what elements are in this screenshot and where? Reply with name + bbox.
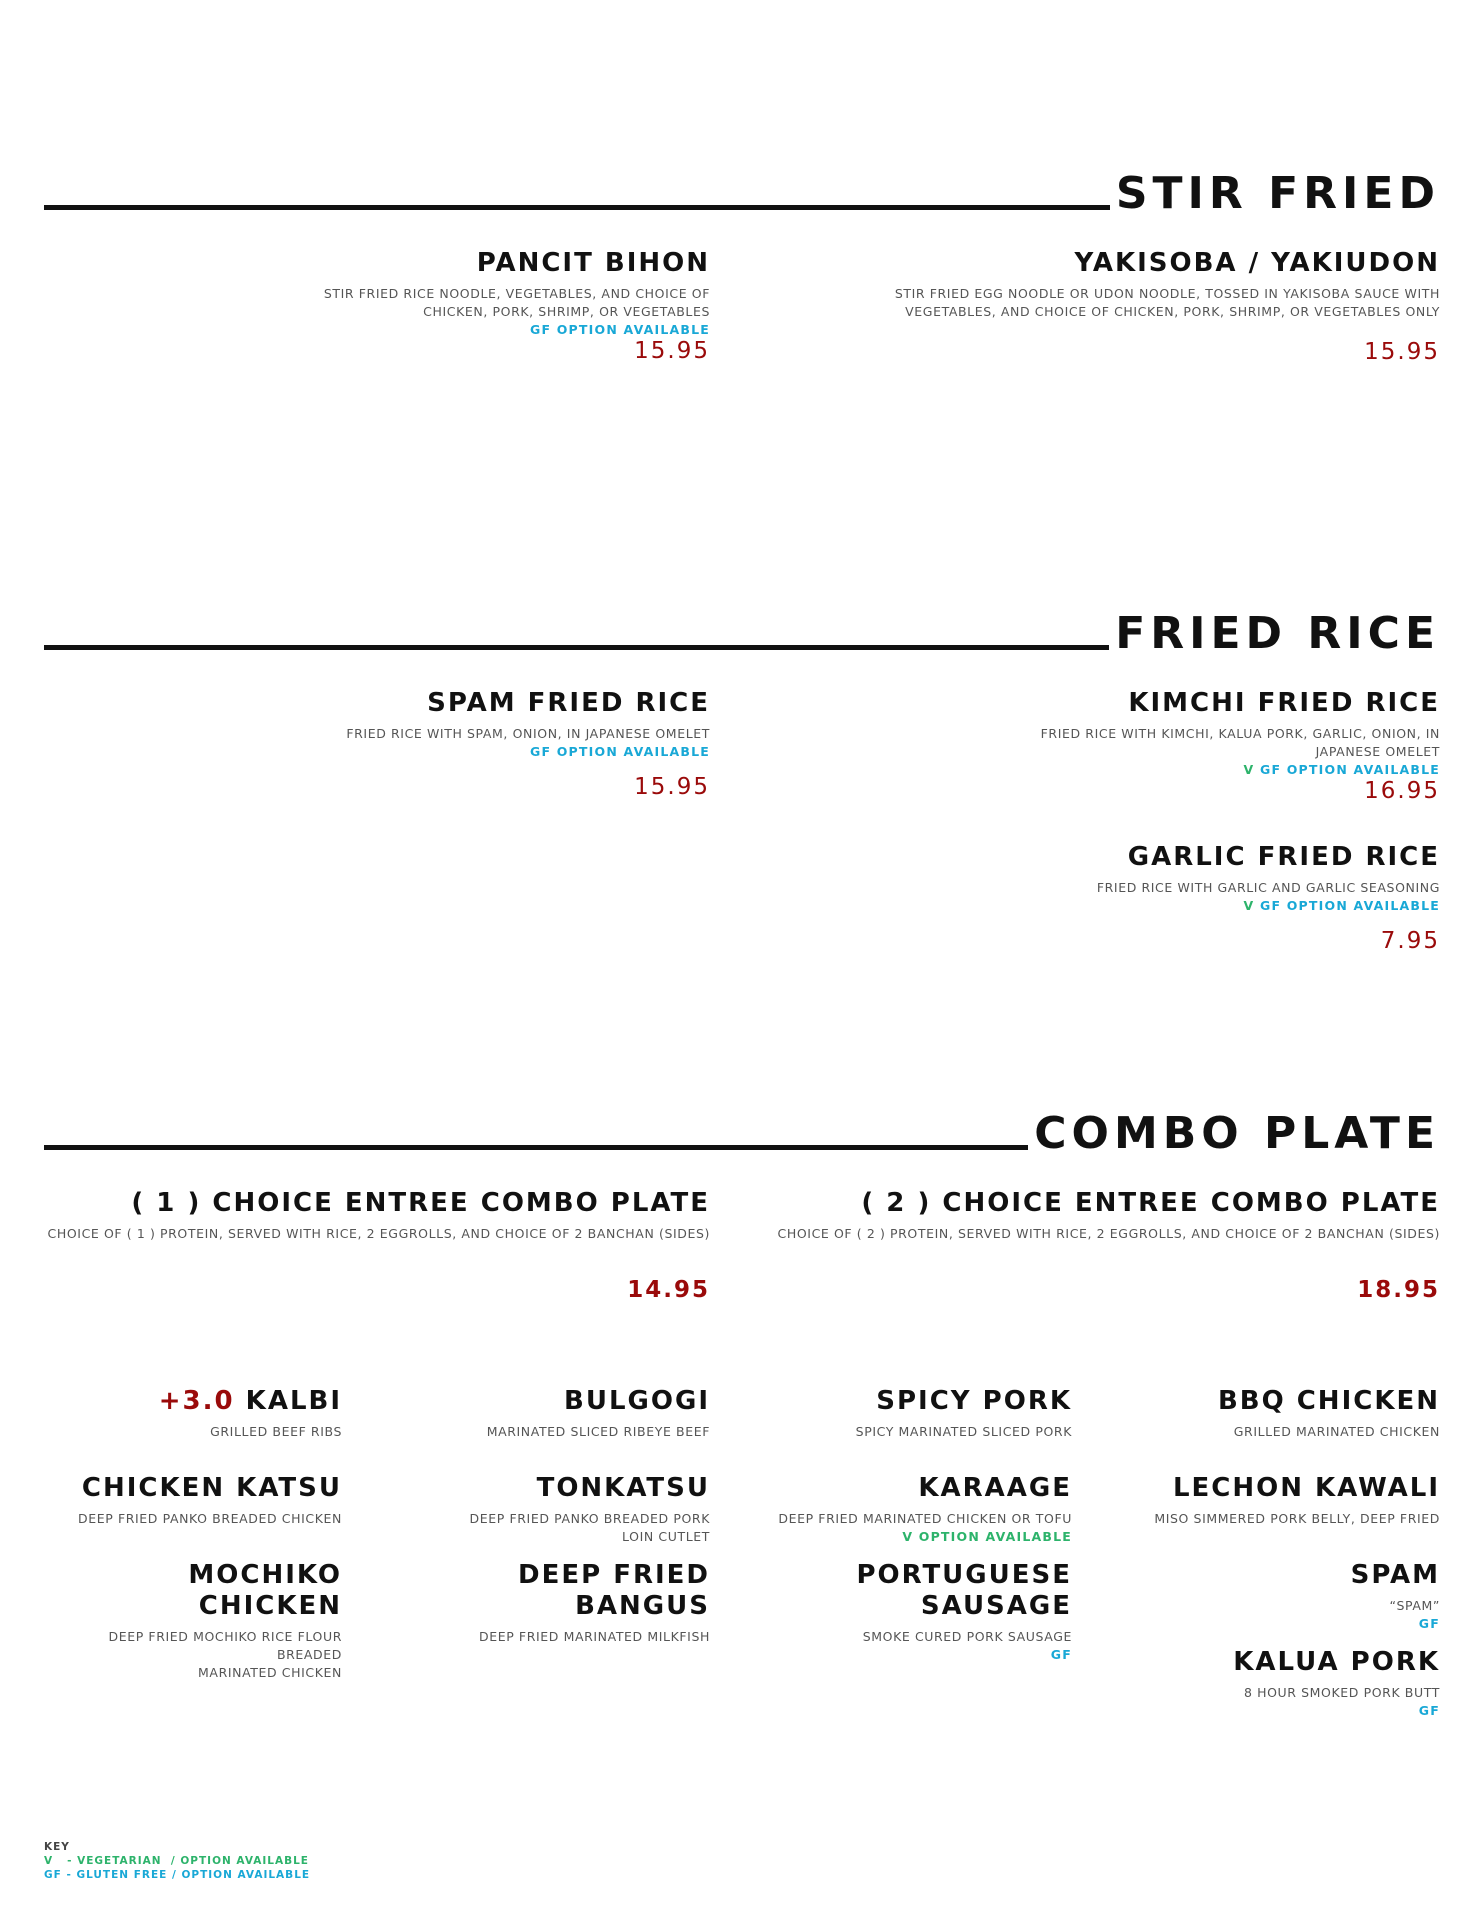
item-price: 7.95 <box>1380 928 1440 955</box>
item-description: FRIED RICE WITH GARLIC AND GARLIC SEASONING <box>1096 880 1440 896</box>
protein-karaage <box>770 1473 1072 1545</box>
protein-name: MOCHIKO CHICKEN <box>188 1560 342 1622</box>
section-header-stir-fried <box>44 140 1440 219</box>
protein-description: 8 HOUR SMOKED PORK BUTT <box>1243 1685 1440 1701</box>
key-gluten-free: GF - GLUTEN FREE / OPTION AVAILABLE <box>44 1869 311 1881</box>
item-name: YAKISOBA / YAKIUDON <box>1074 248 1440 278</box>
dietary-tag: GF <box>1050 1647 1072 1663</box>
protein-name: SPICY PORK <box>876 1386 1072 1416</box>
item-description: CHOICE OF ( 2 ) PROTEIN, SERVED WITH RICE, 2 EGGROLLS, AND CHOICE OF 2 BANCHAN (SIDES) <box>777 1226 1440 1242</box>
item-price: 16.95 <box>1364 778 1440 805</box>
protein-name: +3.0 KALBI <box>158 1386 342 1416</box>
section-header-combo-plate <box>44 1080 1440 1159</box>
menu-item-garlic-fried-rice <box>960 842 1440 956</box>
dietary-tag: V GF OPTION AVAILABLE <box>1243 762 1440 778</box>
section-title: STIR FRIED <box>1110 172 1440 216</box>
section-title: FRIED RICE <box>1109 612 1440 656</box>
dietary-tag: GF OPTION AVAILABLE <box>529 744 710 760</box>
protein-description: SPICY MARINATED SLICED PORK <box>855 1424 1072 1440</box>
protein-deep-fried-bangus <box>400 1560 710 1646</box>
protein-description: DEEP FRIED MOCHIKO RICE FLOUR BREADED MARINATED CHICKEN <box>108 1629 342 1681</box>
item-description: STIR FRIED RICE NOODLE, VEGETABLES, AND CHOICE OF CHICKEN, PORK, SHRIMP, OR VEGETABLES <box>323 286 710 320</box>
protein-kalbi <box>40 1386 342 1441</box>
protein-description: “SPAM” <box>1389 1598 1440 1614</box>
protein-name: LECHON KAWALI <box>1172 1473 1440 1503</box>
key-title: KEY <box>44 1841 70 1853</box>
item-price: 15.95 <box>1364 339 1440 366</box>
protein-name: DEEP FRIED BANGUS <box>517 1560 710 1622</box>
item-price: 14.95 <box>627 1277 710 1304</box>
protein-name: BBQ CHICKEN <box>1217 1386 1440 1416</box>
item-description: STIR FRIED EGG NOODLE OR UDON NOODLE, TOSSED IN YAKISOBA SAUCE WITH VEGETABLES, AND CHOICE OF CHICKEN, PORK, SHRIMP, OR VEGETABLES ONLY <box>894 286 1440 320</box>
protein-spicy-pork <box>770 1386 1072 1441</box>
protein-portuguese-sausage <box>760 1560 1072 1663</box>
protein-name: TONKATSU <box>536 1473 710 1503</box>
dietary-tag: GF <box>1418 1703 1440 1719</box>
section-title: COMBO PLATE <box>1028 1112 1440 1156</box>
protein-lechon-kawali <box>1130 1473 1440 1528</box>
upcharge: +3.0 <box>158 1386 235 1416</box>
item-description: FRIED RICE WITH KIMCHI, KALUA PORK, GARLIC, ONION, IN JAPANESE OMELET <box>1040 726 1440 760</box>
protein-name: SPAM <box>1350 1560 1440 1590</box>
menu-item-kimchi-fried-rice <box>960 688 1440 806</box>
protein-mochiko-chicken <box>40 1560 342 1682</box>
item-name: SPAM FRIED RICE <box>427 688 710 718</box>
protein-name: KARAAGE <box>918 1473 1072 1503</box>
protein-description: DEEP FRIED MARINATED MILKFISH <box>478 1629 710 1645</box>
item-price: 15.95 <box>634 774 710 801</box>
item-name: GARLIC FRIED RICE <box>1127 842 1440 872</box>
protein-bbq-chicken <box>1130 1386 1440 1441</box>
protein-description: DEEP FRIED MARINATED CHICKEN OR TOFU <box>778 1511 1072 1527</box>
dietary-key <box>44 1840 310 1882</box>
menu-item-combo-2 <box>770 1188 1440 1305</box>
protein-name: BULGOGI <box>564 1386 710 1416</box>
protein-chicken-katsu <box>40 1473 342 1528</box>
dietary-tag: V OPTION AVAILABLE <box>902 1529 1072 1545</box>
item-name: ( 1 ) CHOICE ENTREE COMBO PLATE <box>131 1188 710 1218</box>
dietary-tag: GF OPTION AVAILABLE <box>529 322 710 338</box>
protein-name: KALUA PORK <box>1233 1647 1440 1677</box>
dietary-tag: GF <box>1418 1616 1440 1632</box>
menu-item-pancit-bihon <box>300 248 710 366</box>
protein-description: MARINATED SLICED RIBEYE BEEF <box>486 1424 710 1440</box>
menu-item-combo-1 <box>44 1188 710 1305</box>
menu-item-spam-fried-rice <box>300 688 710 802</box>
protein-description: SMOKE CURED PORK SAUSAGE <box>862 1629 1072 1645</box>
item-description: CHOICE OF ( 1 ) PROTEIN, SERVED WITH RICE, 2 EGGROLLS, AND CHOICE OF 2 BANCHAN (SIDES) <box>47 1226 710 1242</box>
protein-description: GRILLED BEEF RIBS <box>210 1424 342 1440</box>
protein-description: GRILLED MARINATED CHICKEN <box>1233 1424 1440 1440</box>
item-price: 18.95 <box>1357 1277 1440 1304</box>
item-price: 15.95 <box>634 338 710 365</box>
dietary-tag: V GF OPTION AVAILABLE <box>1243 898 1440 914</box>
item-name: ( 2 ) CHOICE ENTREE COMBO PLATE <box>861 1188 1440 1218</box>
protein-kalua-pork <box>1130 1647 1440 1719</box>
protein-description: DEEP FRIED PANKO BREADED CHICKEN <box>78 1511 342 1527</box>
section-header-fried-rice <box>44 580 1440 659</box>
protein-description: MISO SIMMERED PORK BELLY, DEEP FRIED <box>1154 1511 1440 1527</box>
item-description: FRIED RICE WITH SPAM, ONION, IN JAPANESE OMELET <box>346 726 710 742</box>
protein-name: PORTUGUESE SAUSAGE <box>856 1560 1072 1622</box>
item-name: PANCIT BIHON <box>476 248 710 278</box>
protein-bulgogi <box>400 1386 710 1441</box>
protein-tonkatsu <box>400 1473 710 1546</box>
item-name: KIMCHI FRIED RICE <box>1128 688 1440 718</box>
protein-spam <box>1130 1560 1440 1632</box>
protein-description: DEEP FRIED PANKO BREADED PORK LOIN CUTLET <box>469 1511 710 1545</box>
menu-item-yakisoba <box>840 248 1440 367</box>
key-vegetarian: V - VEGETARIAN / OPTION AVAILABLE <box>44 1855 309 1867</box>
protein-name: CHICKEN KATSU <box>81 1473 342 1503</box>
